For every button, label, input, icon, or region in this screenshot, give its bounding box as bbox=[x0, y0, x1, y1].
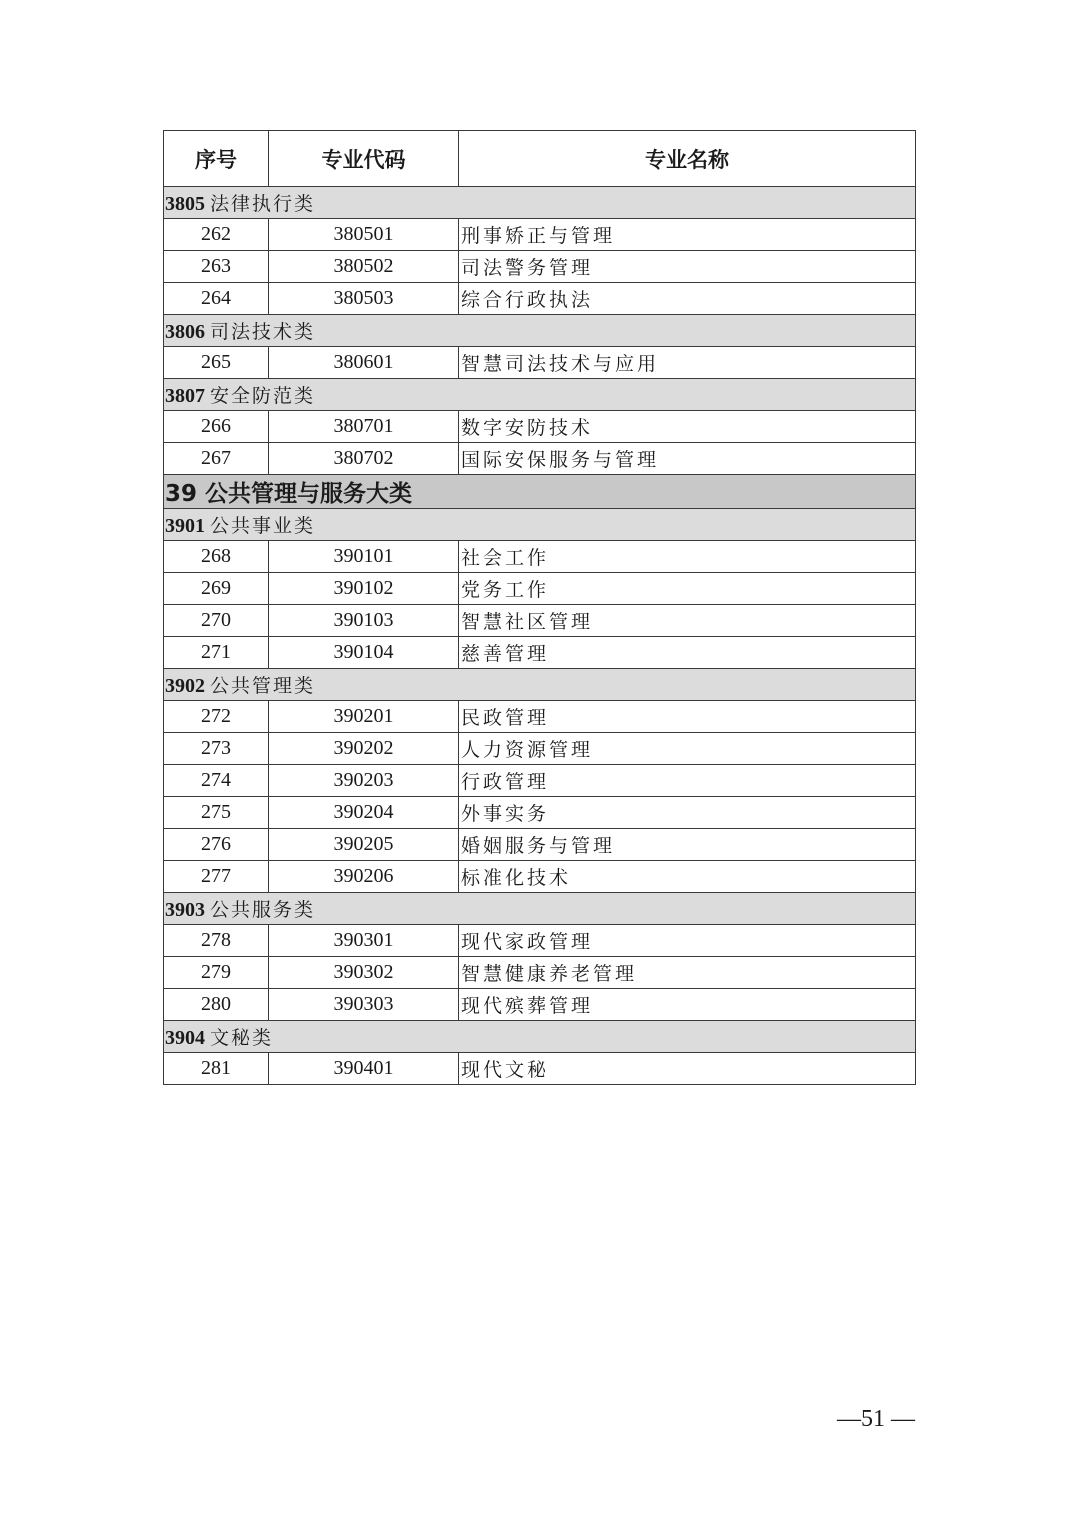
name-cell: 国际安保服务与管理 bbox=[459, 443, 916, 475]
table-row bbox=[164, 637, 916, 669]
name-cell: 现代文秘 bbox=[459, 1053, 916, 1085]
major-category-label: 39 公共管理与服务大类 bbox=[164, 475, 916, 509]
code-cell: 390303 bbox=[269, 989, 459, 1021]
seq-cell: 274 bbox=[164, 765, 269, 797]
category-cell bbox=[164, 379, 916, 411]
category-name: 公共管理类 bbox=[210, 675, 316, 697]
code-cell: 390104 bbox=[269, 637, 459, 669]
seq-cell: 263 bbox=[164, 251, 269, 283]
code-cell: 380503 bbox=[269, 283, 459, 315]
name-cell: 现代家政管理 bbox=[459, 925, 916, 957]
code-cell: 390103 bbox=[269, 605, 459, 637]
code-cell: 390102 bbox=[269, 573, 459, 605]
table-row bbox=[164, 797, 916, 829]
seq-cell: 267 bbox=[164, 443, 269, 475]
category-name: 文秘类 bbox=[210, 1027, 274, 1049]
name-cell: 智慧司法技术与应用 bbox=[459, 347, 916, 379]
seq-cell: 265 bbox=[164, 347, 269, 379]
code-cell: 390205 bbox=[269, 829, 459, 861]
category-row bbox=[164, 509, 916, 541]
table-row bbox=[164, 443, 916, 475]
seq-cell: 276 bbox=[164, 829, 269, 861]
table-row bbox=[164, 701, 916, 733]
table-row bbox=[164, 573, 916, 605]
category-name: 司法技术类 bbox=[210, 321, 316, 343]
seq-cell: 277 bbox=[164, 861, 269, 893]
name-cell: 标准化技术 bbox=[459, 861, 916, 893]
name-cell: 党务工作 bbox=[459, 573, 916, 605]
category-row bbox=[164, 669, 916, 701]
code-cell: 380702 bbox=[269, 443, 459, 475]
seq-cell: 281 bbox=[164, 1053, 269, 1085]
category-name: 法律执行类 bbox=[210, 193, 316, 215]
header-seq: 序号 bbox=[164, 131, 269, 187]
seq-cell: 272 bbox=[164, 701, 269, 733]
name-cell: 社会工作 bbox=[459, 541, 916, 573]
category-cell bbox=[164, 1021, 916, 1053]
code-cell: 390204 bbox=[269, 797, 459, 829]
table-row bbox=[164, 925, 916, 957]
name-cell: 外事实务 bbox=[459, 797, 916, 829]
category-name: 安全防范类 bbox=[210, 385, 316, 407]
seq-cell: 268 bbox=[164, 541, 269, 573]
category-cell bbox=[164, 187, 916, 219]
category-row bbox=[164, 893, 916, 925]
table-row bbox=[164, 411, 916, 443]
name-cell: 人力资源管理 bbox=[459, 733, 916, 765]
category-row bbox=[164, 1021, 916, 1053]
name-cell: 民政管理 bbox=[459, 701, 916, 733]
category-code: 3807 bbox=[165, 385, 205, 407]
seq-cell: 280 bbox=[164, 989, 269, 1021]
code-cell: 380501 bbox=[269, 219, 459, 251]
name-cell: 智慧社区管理 bbox=[459, 605, 916, 637]
category-cell bbox=[164, 509, 916, 541]
code-cell: 380601 bbox=[269, 347, 459, 379]
name-cell: 慈善管理 bbox=[459, 637, 916, 669]
name-cell: 综合行政执法 bbox=[459, 283, 916, 315]
category-code: 3806 bbox=[165, 321, 205, 343]
table-row bbox=[164, 251, 916, 283]
header-name: 专业名称 bbox=[459, 131, 916, 187]
seq-cell: 275 bbox=[164, 797, 269, 829]
seq-cell: 270 bbox=[164, 605, 269, 637]
code-cell: 390206 bbox=[269, 861, 459, 893]
category-name: 公共服务类 bbox=[210, 899, 316, 921]
category-row bbox=[164, 315, 916, 347]
name-cell: 数字安防技术 bbox=[459, 411, 916, 443]
table-row bbox=[164, 861, 916, 893]
category-row bbox=[164, 379, 916, 411]
majors-table bbox=[163, 130, 916, 1085]
table-header-row bbox=[164, 131, 916, 187]
code-cell: 390201 bbox=[269, 701, 459, 733]
table-row bbox=[164, 605, 916, 637]
category-code: 3805 bbox=[165, 193, 205, 215]
header-code: 专业代码 bbox=[269, 131, 459, 187]
seq-cell: 273 bbox=[164, 733, 269, 765]
name-cell: 现代殡葬管理 bbox=[459, 989, 916, 1021]
table-row bbox=[164, 541, 916, 573]
name-cell: 行政管理 bbox=[459, 765, 916, 797]
category-name: 公共事业类 bbox=[210, 515, 316, 537]
category-cell bbox=[164, 893, 916, 925]
seq-cell: 269 bbox=[164, 573, 269, 605]
category-row bbox=[164, 187, 916, 219]
page-number: —51 — bbox=[837, 1406, 915, 1432]
table-row bbox=[164, 765, 916, 797]
code-cell: 390401 bbox=[269, 1053, 459, 1085]
code-cell: 380502 bbox=[269, 251, 459, 283]
table-body bbox=[164, 187, 916, 1085]
seq-cell: 266 bbox=[164, 411, 269, 443]
name-cell: 刑事矫正与管理 bbox=[459, 219, 916, 251]
major-category-row bbox=[164, 475, 916, 509]
category-code: 3904 bbox=[165, 1027, 205, 1049]
seq-cell: 279 bbox=[164, 957, 269, 989]
code-cell: 390202 bbox=[269, 733, 459, 765]
table-row bbox=[164, 829, 916, 861]
category-code: 3901 bbox=[165, 515, 205, 537]
name-cell: 智慧健康养老管理 bbox=[459, 957, 916, 989]
seq-cell: 278 bbox=[164, 925, 269, 957]
table-row bbox=[164, 989, 916, 1021]
table-row bbox=[164, 1053, 916, 1085]
category-code: 3902 bbox=[165, 675, 205, 697]
name-cell: 婚姻服务与管理 bbox=[459, 829, 916, 861]
code-cell: 390101 bbox=[269, 541, 459, 573]
category-cell bbox=[164, 669, 916, 701]
category-code: 3903 bbox=[165, 899, 205, 921]
code-cell: 390301 bbox=[269, 925, 459, 957]
seq-cell: 264 bbox=[164, 283, 269, 315]
code-cell: 380701 bbox=[269, 411, 459, 443]
table-row bbox=[164, 733, 916, 765]
name-cell: 司法警务管理 bbox=[459, 251, 916, 283]
table-row bbox=[164, 283, 916, 315]
code-cell: 390203 bbox=[269, 765, 459, 797]
table-row bbox=[164, 957, 916, 989]
seq-cell: 271 bbox=[164, 637, 269, 669]
table-row bbox=[164, 347, 916, 379]
category-cell bbox=[164, 315, 916, 347]
table-row bbox=[164, 219, 916, 251]
code-cell: 390302 bbox=[269, 957, 459, 989]
seq-cell: 262 bbox=[164, 219, 269, 251]
